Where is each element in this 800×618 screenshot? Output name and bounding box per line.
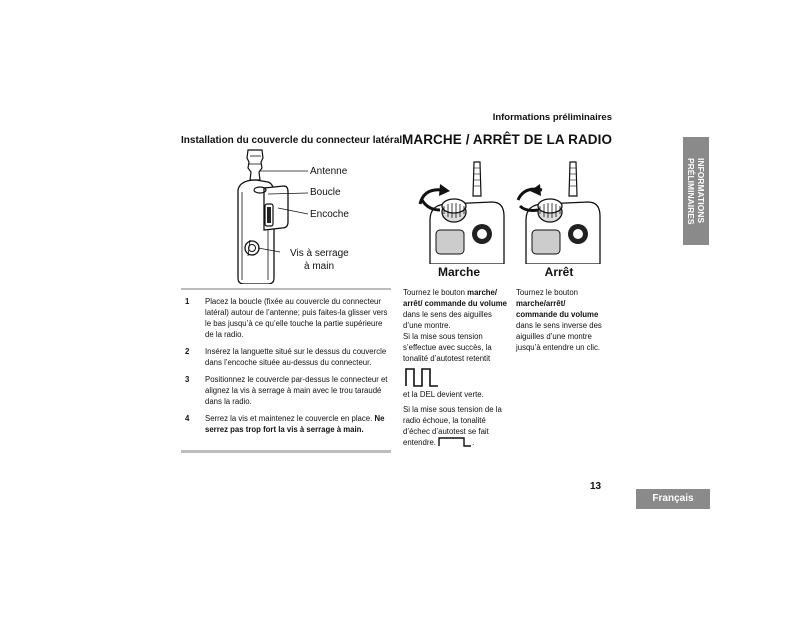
left-section-title: Installation du couvercle du connecteur latéral: [181, 135, 403, 146]
step-item: [181, 346, 391, 368]
step-number: 2: [185, 347, 190, 356]
marche-paragraph-4: [403, 404, 511, 448]
page-number: 13: [590, 481, 602, 492]
steps-list: [181, 290, 391, 441]
callout-boucle: Boucle: [310, 187, 341, 198]
step-item: [181, 296, 391, 340]
step-item: [181, 413, 391, 435]
callout-encoche: Encoche: [310, 209, 349, 220]
page-header-title: Informations préliminaires: [492, 112, 612, 123]
steps-divider-bottom: [181, 450, 391, 453]
step-text: Positionnez le couvercle par-dessus le connecteur et alignez la vis à serrage à main avec le trou taraudé dans la radio.: [205, 375, 388, 406]
autotest-tone-icon: [405, 367, 439, 387]
arret-p1-a: Tournez le bouton: [516, 288, 578, 297]
arret-label: Arrêt: [544, 265, 574, 279]
radio-arret-illustration: [512, 160, 602, 264]
marche-paragraph-2: Si la mise sous tension s’effectue avec succès, la tonalité d’autotest retentit: [403, 332, 492, 363]
marche-p4: Si la mise sous tension de la radio échoue, la tonalité d’échec d’autotest se fait entendre.: [403, 405, 502, 447]
step-number: 3: [185, 375, 190, 384]
marche-paragraph-1: [403, 287, 511, 331]
right-section-title: MARCHE / ARRÊT DE LA RADIO: [402, 132, 613, 147]
step-item: [181, 374, 391, 407]
side-tab-line1: INFORMATIONS: [696, 158, 706, 224]
marche-p1-c: dans le sens des aiguilles d’une montre.: [403, 310, 492, 330]
step-number: 4: [185, 414, 190, 423]
language-tab: Français: [636, 489, 710, 509]
callout-vis-line1: Vis à serrage: [290, 248, 349, 259]
marche-p1-bold: marche/ arrêt/ commande du volume: [403, 288, 507, 308]
step-4-warning: Ne serrez pas trop fort la vis à serrage à main.: [205, 414, 385, 434]
marche-label: Marche: [437, 265, 481, 279]
marche-paragraph-3: et la DEL devient verte.: [403, 390, 484, 399]
marche-text: [403, 287, 511, 448]
arret-p1-c: dans le sens inverse des aiguilles d’une montre jusqu’à entendre un clic.: [516, 321, 602, 352]
marche-p1-a: Tournez le bouton: [403, 288, 468, 297]
arret-text: [516, 287, 608, 353]
step-4-text: Serrez la vis et maintenez le couvercle en place.: [205, 414, 373, 423]
step-text: Placez la boucle (fixée au couvercle du connecteur latéral) autour de l’antenne; puis faites-la glisser vers le bas jusqu’à ce qu’elle touche la partie supérieure de la radio.: [205, 297, 388, 339]
radio-marche-illustration: [418, 160, 506, 264]
callout-vis-line2: à main: [304, 261, 335, 272]
arret-p1-bold: marche/arrêt/ commande du volume: [516, 299, 599, 319]
failure-tone-icon: [438, 437, 475, 447]
arret-paragraph-1: [516, 287, 608, 353]
step-text: [205, 413, 391, 435]
step-number: 1: [185, 297, 190, 306]
step-text: Insérez la languette situé sur le dessus du couvercle dans l’encoche située au-dessus du connecteur.: [205, 347, 387, 367]
marche-p4-end: .: [472, 438, 475, 447]
callout-antenne: Antenne: [310, 166, 348, 177]
side-tab-line2: PRÉLIMINAIRES: [686, 157, 696, 225]
section-side-tab: [683, 137, 709, 245]
